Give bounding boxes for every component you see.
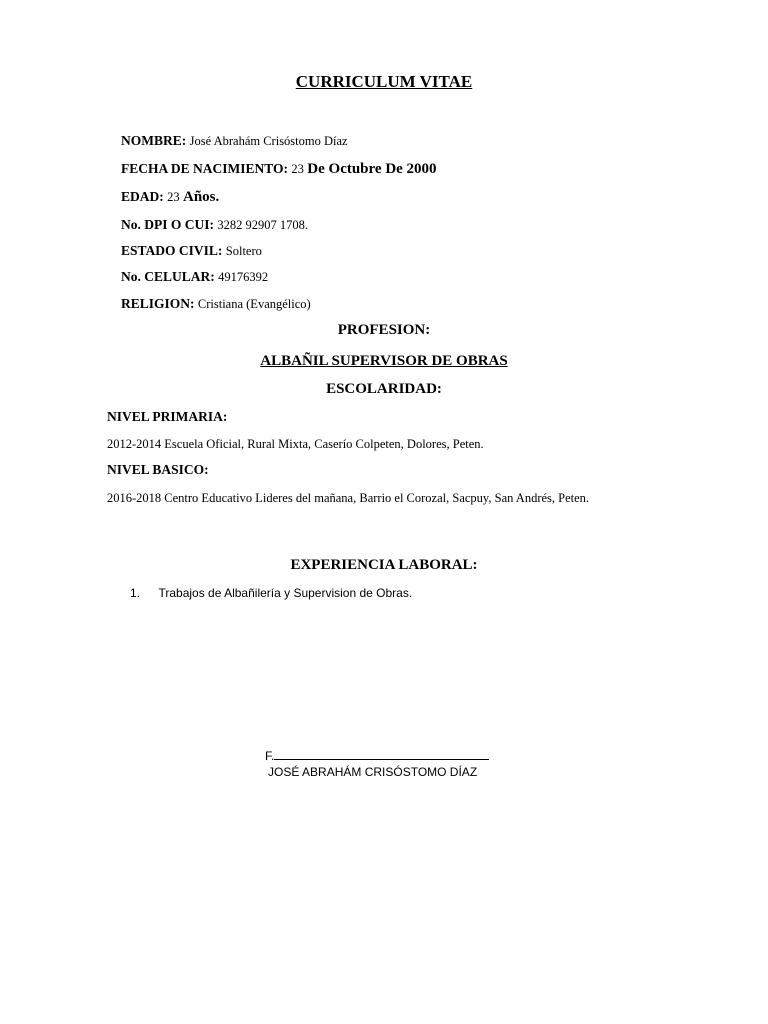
basico-text: 2016-2018 Centro Educativo Lideres del mañana, Barrio el Corozal, Sacpuy, San Andrés, Peten. [107, 491, 590, 505]
document-title: CURRICULUM VITAE [295, 72, 473, 91]
field-value: 49176392 [218, 270, 269, 284]
field-religion [121, 296, 311, 312]
field-value: 3282 92907 1708. [217, 218, 308, 232]
experiencia-heading: EXPERIENCIA LABORAL: [290, 557, 478, 573]
field-label: FECHA DE NACIMIENTO: [121, 161, 289, 176]
field-value-text: Años. [183, 189, 220, 205]
list-item-number: 1. [130, 586, 141, 600]
profesion-value: ALBAÑIL SUPERVISOR DE OBRAS [260, 353, 508, 369]
signature-line [265, 748, 489, 763]
field-value-text: De Octubre De 2000 [307, 161, 437, 177]
primaria-label: NIVEL PRIMARIA: [107, 409, 228, 424]
field-label: No. CELULAR: [121, 269, 215, 284]
list-item-text: Trabajos de Albañilería y Supervision de Obras. [158, 586, 413, 600]
field-label: NOMBRE: [121, 133, 187, 148]
field-label: RELIGION: [121, 296, 195, 311]
field-value-num: 23 [167, 190, 180, 204]
field-edad [121, 189, 219, 206]
field-label: ESTADO CIVIL: [121, 243, 223, 258]
field-value: Cristiana (Evangélico) [197, 297, 311, 311]
field-value: Soltero [225, 244, 262, 258]
list-item [130, 586, 412, 600]
signature-name: JOSÉ ABRAHÁM CRISÓSTOMO DÍAZ [268, 765, 478, 779]
field-label: EDAD: [121, 189, 164, 204]
primaria-text: 2012-2014 Escuela Oficial, Rural Mixta, Caserío Colpeten, Dolores, Peten. [107, 437, 484, 451]
field-label: No. DPI O CUI: [121, 217, 214, 232]
profesion-heading: PROFESION: [337, 322, 431, 338]
signature-rule [274, 748, 489, 760]
field-estado-civil [121, 243, 262, 259]
basico-label: NIVEL BASICO: [107, 462, 209, 477]
field-celular [121, 269, 268, 285]
signature-prefix: F. [265, 749, 275, 763]
field-dpi [121, 217, 308, 233]
field-nombre [121, 133, 348, 149]
field-value: José Abrahám Crisóstomo Díaz [189, 134, 348, 148]
escolaridad-heading: ESCOLARIDAD: [326, 381, 442, 397]
field-value-num: 23 [291, 162, 304, 176]
field-fecha-nacimiento [121, 161, 437, 178]
